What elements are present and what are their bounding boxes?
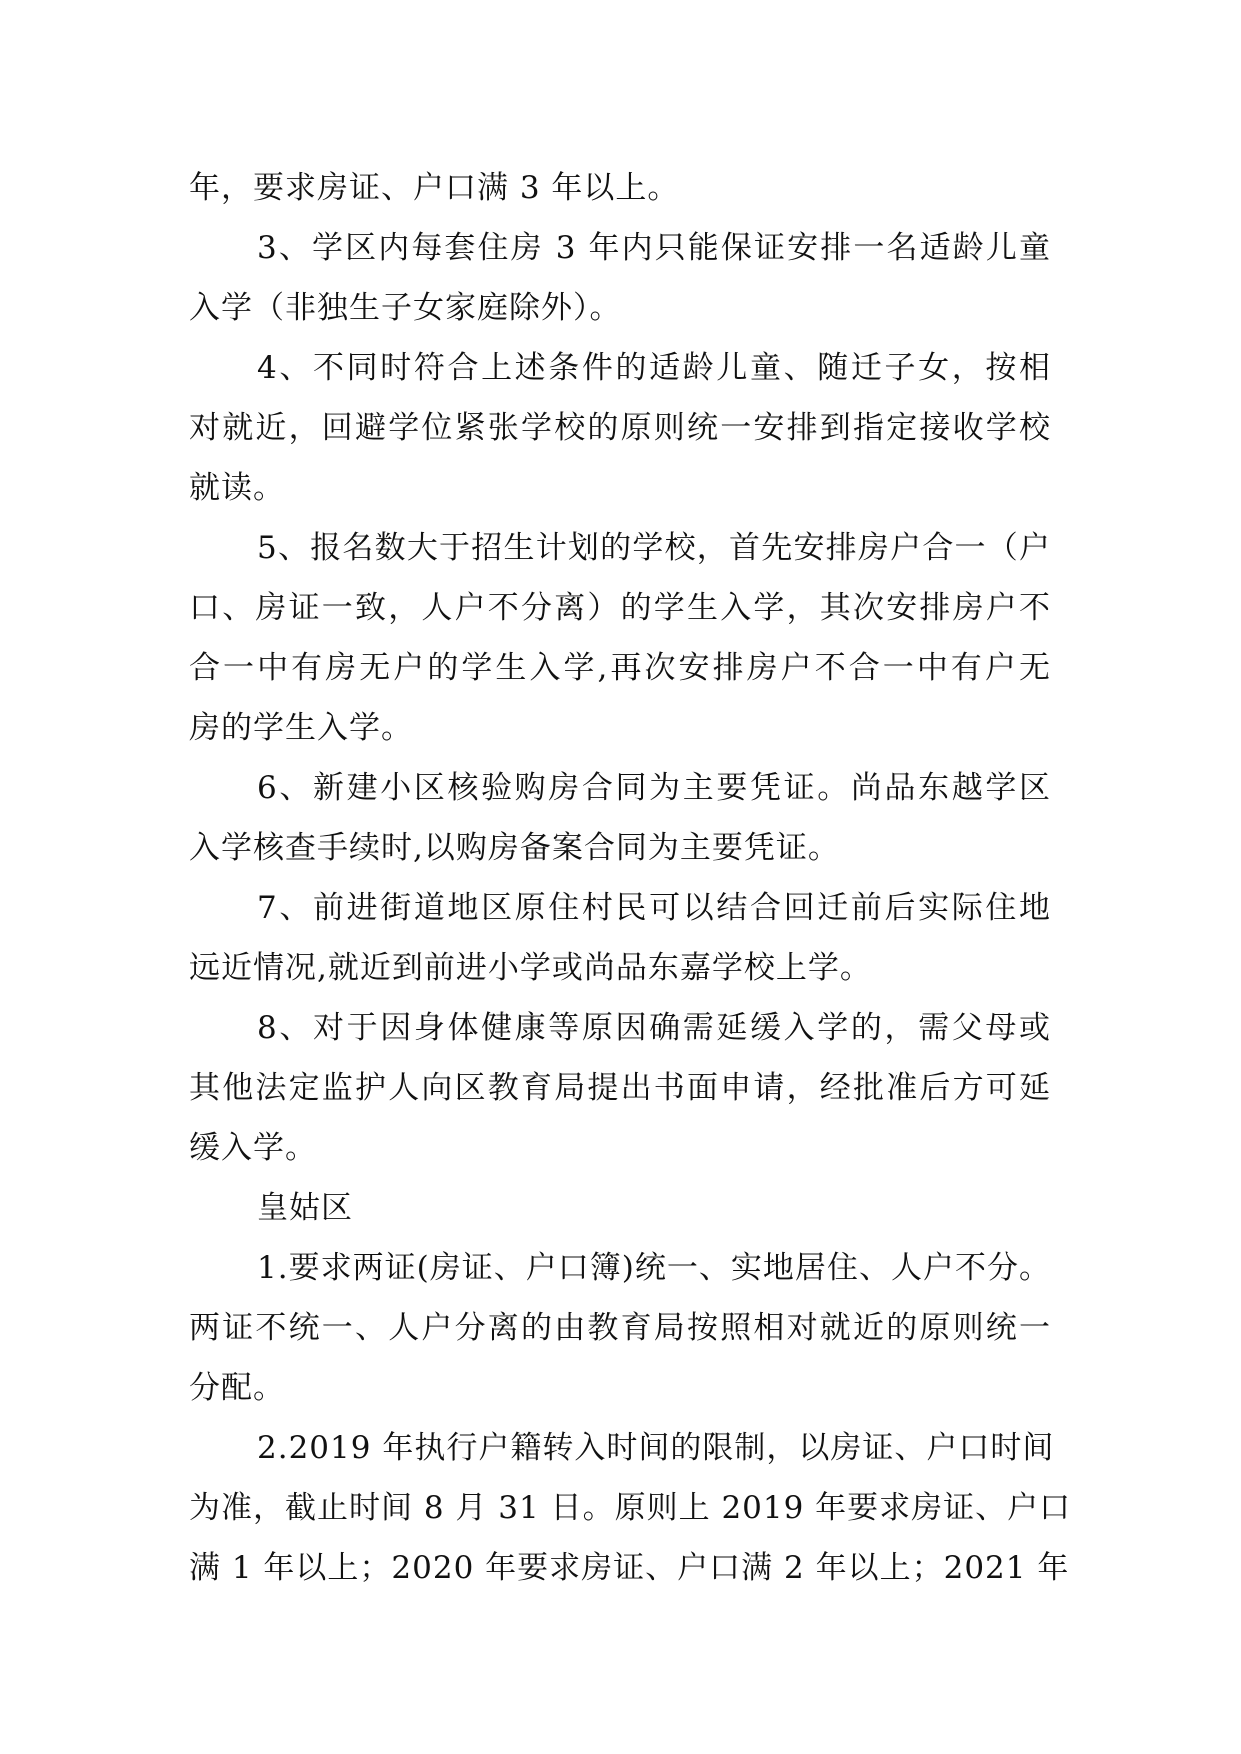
text-line: 1.要求两证(房证、户口簿)统一、实地居住、人户不分。 <box>257 1250 1051 1286</box>
text-line: 入学（非独生子女家庭除外）。 <box>189 290 622 326</box>
text-line: 8、对于因身体健康等原因确需延缓入学的，需父母或 <box>257 1010 1051 1046</box>
text-line: 皇姑区 <box>257 1190 353 1226</box>
text-line: 对就近，回避学位紧张学校的原则统一安排到指定接收学校 <box>189 410 1051 446</box>
text-line: 两证不统一、人户分离的由教育局按照相对就近的原则统一 <box>189 1310 1051 1346</box>
text-line: 6、新建小区核验购房合同为主要凭证。尚品东越学区 <box>257 770 1051 806</box>
text-line: 分配。 <box>189 1370 285 1406</box>
text-line: 远近情况,就近到前进小学或尚品东嘉学校上学。 <box>189 950 872 986</box>
text-line: 满 1 年以上；2020 年要求房证、户口满 2 年以上；2021 年 <box>189 1550 1070 1586</box>
text-line: 4、不同时符合上述条件的适龄儿童、随迁子女，按相 <box>257 350 1051 386</box>
text-line: 入学核查手续时,以购房备案合同为主要凭证。 <box>189 830 840 866</box>
text-line: 3、学区内每套住房 3 年内只能保证安排一名适龄儿童 <box>257 230 1051 266</box>
text-line: 缓入学。 <box>189 1130 317 1166</box>
text-line: 为准，截止时间 8 月 31 日。原则上 2019 年要求房证、户口 <box>189 1490 1072 1526</box>
text-line: 合一中有房无户的学生入学,再次安排房户不合一中有户无 <box>189 650 1051 686</box>
text-line: 就读。 <box>189 470 285 506</box>
document-body <box>189 158 1072 1598</box>
text-line: 7、前进街道地区原住村民可以结合回迁前后实际住地 <box>257 890 1051 926</box>
text-line: 其他法定监护人向区教育局提出书面申请，经批准后方可延 <box>189 1070 1051 1106</box>
text-line: 年，要求房证、户口满 3 年以上。 <box>189 170 680 206</box>
text-line: 口、房证一致，人户不分离）的学生入学，其次安排房户不 <box>189 590 1051 626</box>
text-line: 房的学生入学。 <box>189 710 413 746</box>
text-line: 5、报名数大于招生计划的学校，首先安排房户合一（户 <box>257 530 1051 566</box>
text-line: 2.2019 年执行户籍转入时间的限制，以房证、户口时间 <box>257 1430 1055 1466</box>
